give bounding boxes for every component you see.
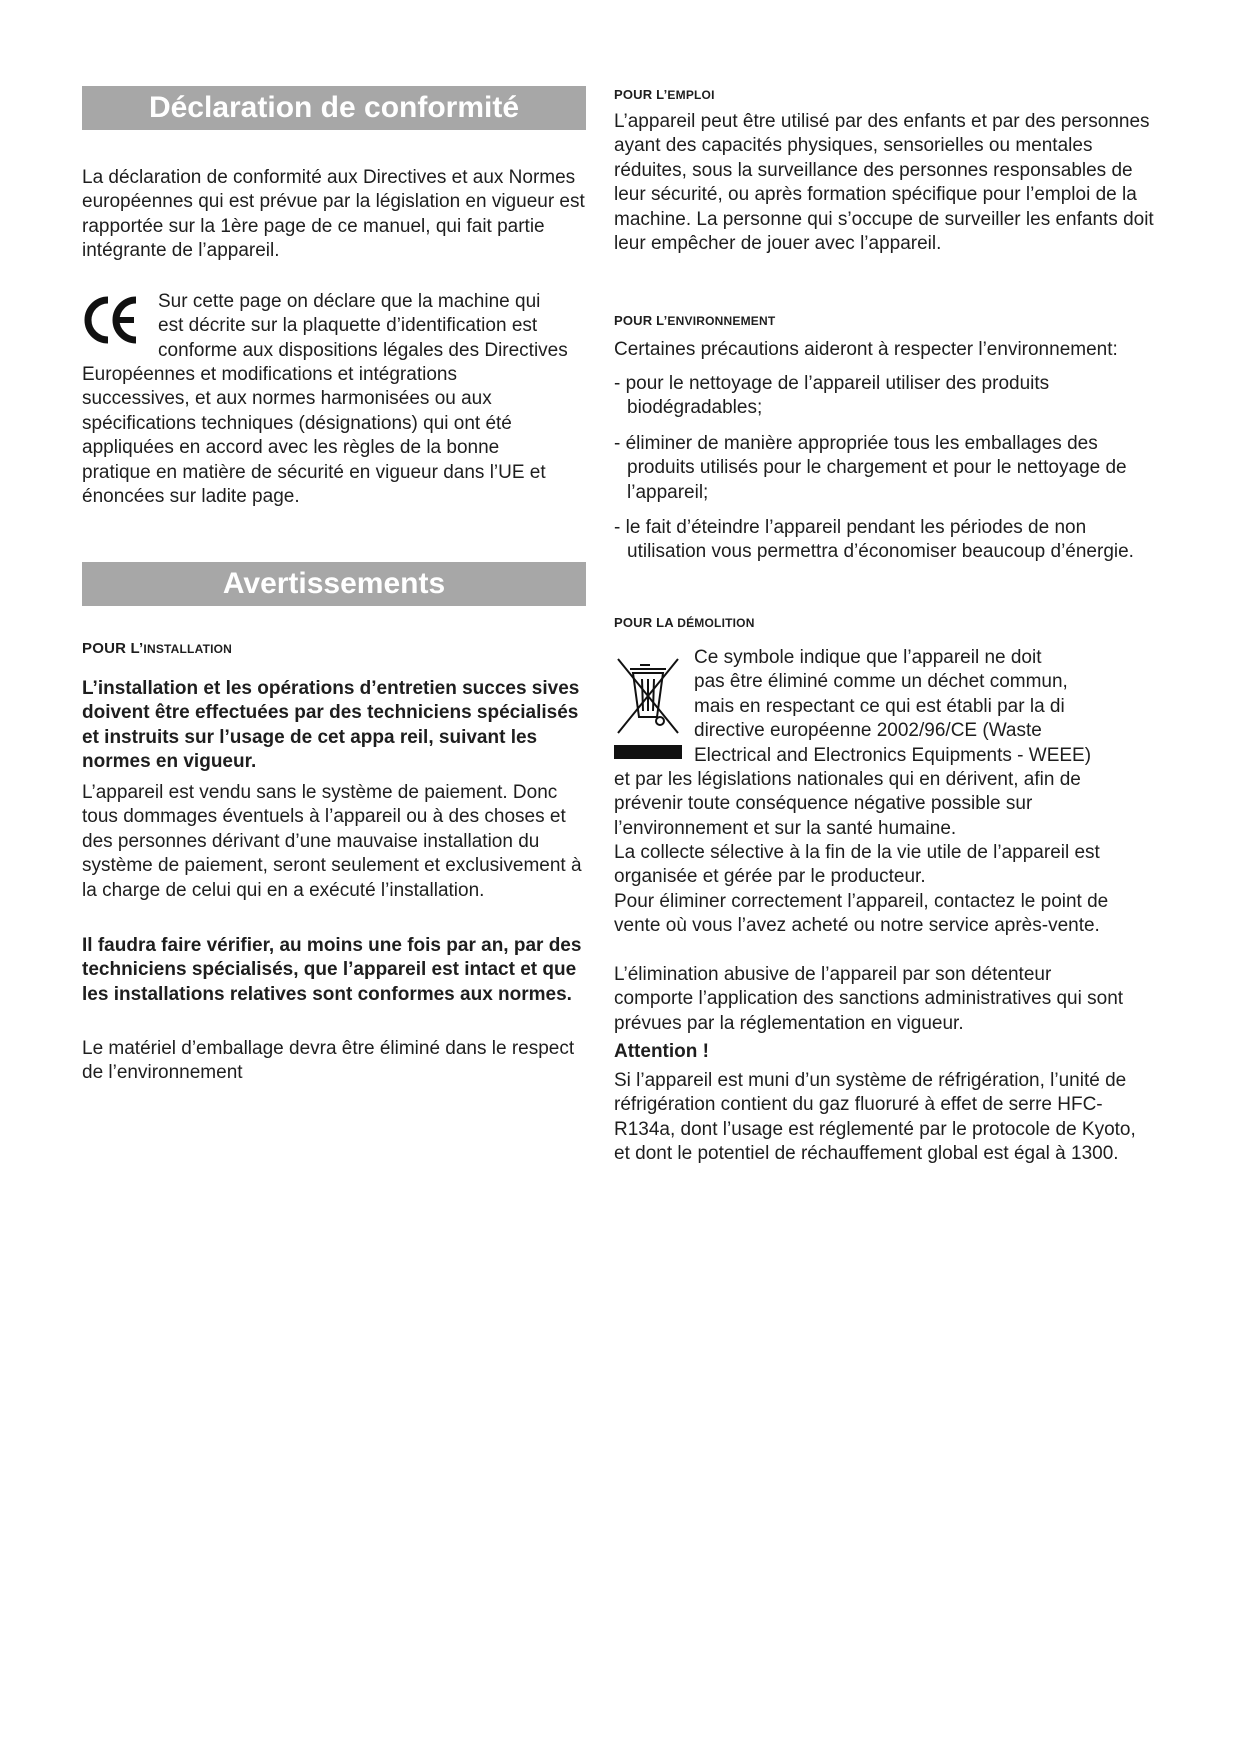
ce-line: conforme aux dispositions légales des Directives — [158, 339, 568, 361]
title-warnings: Avertissements — [82, 562, 586, 606]
environment-item: - le fait d’éteindre l’appareil pendant les périodes de non utilisation vous permettra d’économiser beaucoup d’énergie. — [614, 517, 1134, 563]
weee-line: mais en respectant ce qui est établi par la di — [694, 695, 1065, 717]
subheading-installation: POUR L’INSTALLATION — [82, 640, 233, 657]
refrigeration-paragraph: Si l’appareil est muni d’un système de réfrigération, l’unité de réfrigération contient du gaz fluoruré à effet de serre HFC-R134a, dont l’usage est réglementé par le protocole de Kyoto, et dont le potentiel de réchauffement global est égal à 1300. — [614, 1070, 1136, 1165]
collection-paragraph: La collecte sélective à la fin de la vie utile de l’appareil est organisée et gérée par le producteur. — [614, 842, 1100, 888]
weee-text-block — [694, 646, 1164, 768]
declaration-paragraph: La déclaration de conformité aux Directives et aux Normes européennes qui est prévue par la législation en vigueur est rapportée sur la 1ère page de ce manuel, qui fait partie intégrante de l’appareil. — [82, 167, 585, 262]
penalty-paragraph: L’élimination abusive de l’appareil par son détenteur comporte l’application des sanctions administratives qui sont prévues par la réglementation en vigueur. — [614, 964, 1124, 1034]
environment-item: - pour le nettoyage de l’appareil utiliser des produits biodégradables; — [614, 373, 1050, 419]
ce-paragraph: Européennes et modifications et intégrations successives, et aux normes harmonisées ou aux spécifications techniques (désignations) qui ont été appliquées en accord avec les règles de la bonne pratique en matière de sécurité en vigueur dans l’UE et énoncées sur ladite page. — [82, 364, 546, 508]
weee-line: pas être éliminé comme un déchet commun, — [694, 671, 1068, 693]
disposal-paragraph: Pour éliminer correctement l’appareil, contactez le point de vente où vous l’avez acheté ou notre service après-vente. — [614, 891, 1109, 937]
environment-paragraph: Certaines précautions aideront à respecter l’environnement: — [614, 339, 1118, 360]
subheading-demolition: POUR LA DÉMOLITION — [614, 615, 755, 630]
payment-paragraph: L’appareil est vendu sans le système de paiement. Donc tous dommages éventuels à l’appareil ou à des choses et des personnes dérivant d’une mauvaise installation du système de paiement, seront seulement et exclusivement à la charge de celui qui en a exécuté l’installation. — [82, 782, 582, 901]
installation-bold-paragraph: L’installation et les opérations d’entretien succes sives doivent être effectuées par des techniciens spécialisés et instruits sur l’usage de cet appa reil, suivant les normes en vigueur. — [82, 678, 580, 773]
weee-line: Ce symbole indique que l’appareil ne doit — [694, 647, 1042, 668]
use-paragraph: L’appareil peut être utilisé par des enfants et par des personnes ayant des capacités physiques, sensorielles ou mentales réduites, sous la surveillance des personnes responsables de leur sécurité, ou après formation spécifique pour l’emploi de la machine. La personne qui s’occupe de surveiller les enfants doit leur empêcher de jouer avec l’appareil. — [614, 111, 1154, 255]
ce-text-block — [158, 290, 608, 363]
attention-heading: Attention ! — [614, 1041, 709, 1062]
packaging-paragraph: Le matériel d’emballage devra être éliminé dans le respect de l’environnement — [82, 1038, 575, 1084]
title-declaration: Déclaration de conformité — [82, 86, 586, 130]
ce-mark-icon — [82, 294, 142, 346]
environment-item: - éliminer de manière appropriée tous les emballages des produits utilisés pour le chargement et pour le nettoyage de l’appareil; — [614, 433, 1127, 503]
subheading-use: POUR L’EMPLOI — [614, 87, 715, 102]
ce-line: Sur cette page on déclare que la machine qui — [158, 291, 541, 312]
subheading-environment: POUR L’ENVIRONNEMENT — [614, 313, 776, 328]
weee-paragraph: et par les législations nationales qui en dérivent, afin de prévenir toute conséquence négative possible sur l’environnement et sur la santé humaine. — [614, 769, 1081, 839]
ce-line: est décrite sur la plaquette d’identification est — [158, 315, 538, 337]
weee-crossed-bin-icon — [614, 655, 682, 759]
weee-line: directive européenne 2002/96/CE (Waste — [694, 720, 1042, 742]
inspection-bold-paragraph: Il faudra faire vérifier, au moins une fois par an, par des techniciens spécialisés, que l’appareil est intact et que les installations relatives sont conformes aux normes. — [82, 935, 582, 1005]
weee-line: Electrical and Electronics Equipments - WEEE) — [694, 744, 1092, 766]
